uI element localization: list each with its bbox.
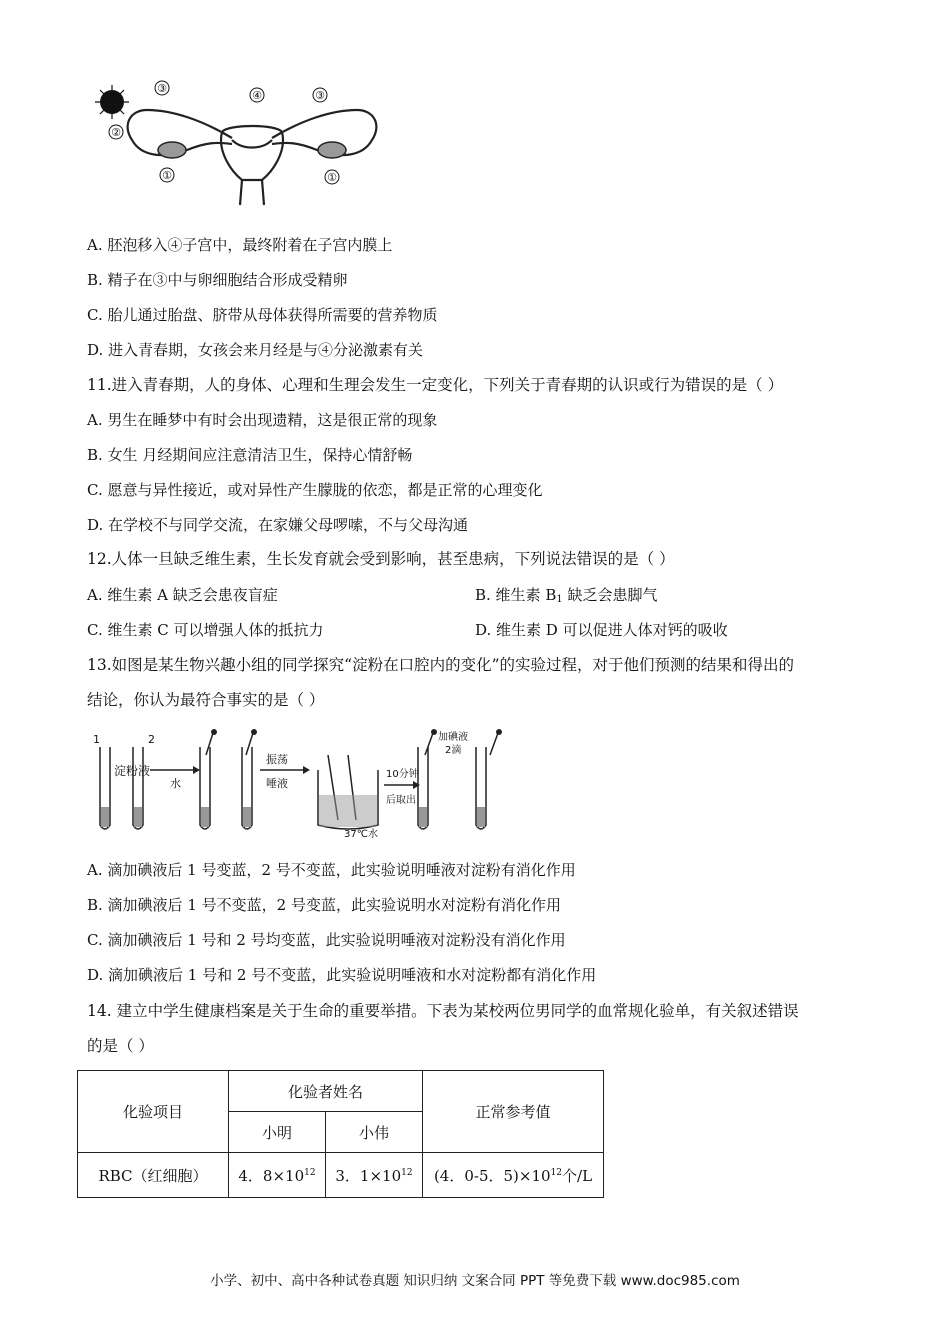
rbc-reference: (4．0-5．$5)\times 10^{12}$个/L	[423, 1153, 604, 1198]
iodine-drops-label: 2滴	[445, 745, 462, 756]
q10-option-d: D. 进入青春期，女孩会来月经是与④分泌激素有关	[87, 341, 424, 359]
temp-label: 37℃水	[344, 829, 378, 840]
label-uterus: ④	[252, 89, 262, 102]
q13-option-c: C. 滴加碘液后 1 号和 2 号均变蓝，此实验说明唾液对淀粉没有消化作用	[87, 931, 566, 949]
q13-stem-line2: 结论，你认为最符合事实的是（ ）	[87, 691, 325, 709]
label-ovary-left: ①	[162, 169, 172, 182]
header-item: 化验项目	[78, 1071, 229, 1153]
q13-option-a: A. 滴加碘液后 1 号变蓝，2 号不变蓝，此实验说明唾液对淀粉有消化作用	[87, 861, 576, 879]
q12-option-a: A. 维生素 A 缺乏会患夜盲症	[87, 586, 278, 604]
q11-option-c: C. 愿意与异性接近，或对异性产生朦胧的依恋，都是正常的心理变化	[87, 481, 543, 499]
saliva-label: 唾液	[266, 777, 288, 790]
egg-cell-icon	[95, 85, 129, 119]
header-name: 化验者姓名	[229, 1071, 423, 1112]
starch-experiment-figure	[88, 725, 518, 840]
label-oviduct-right: ③	[315, 89, 325, 102]
q13-option-d: D. 滴加碘液后 1 号和 2 号不变蓝，此实验说明唾液和水对淀粉都有消化作用	[87, 966, 597, 984]
page-footer: 小学、初中、高中各种试卷真题 知识归纳 文案合同 PPT 等免费下载 www.doc985.com	[210, 1273, 740, 1289]
q12-option-d: D. 维生素 D 可以促进人体对钙的吸收	[475, 621, 728, 639]
q11-option-a: A. 男生在睡梦中有时会出现遗精，这是很正常的现象	[87, 411, 438, 429]
shake-label: 振荡	[266, 753, 288, 766]
q12-option-c: C. 维生素 C 可以增强人体的抵抗力	[87, 621, 324, 639]
q12-option-b: B. 维生素 $B_1$ 缺乏会患脚气	[475, 586, 658, 605]
q11-stem: 11.进入青春期，人的身体、心理和生理会发生一定变化，下列关于青春期的认识或行为错误的是（ ）	[87, 376, 784, 394]
name-xiaowei: 小伟	[326, 1112, 423, 1153]
q10-option-b: B. 精子在③中与卵细胞结合形成受精卵	[87, 271, 348, 289]
row-rbc-label: RBC（红细胞）	[78, 1153, 229, 1198]
iodine-label: 加碘液	[438, 732, 468, 743]
take-out-label: 后取出	[386, 795, 416, 806]
ten-minutes-label: 10分钟	[386, 769, 419, 780]
rbc-xiaoming: 4．$8\times 10^{12}$	[229, 1153, 326, 1198]
label-ovary-right: ①	[327, 171, 337, 184]
header-reference: 正常参考值	[423, 1071, 604, 1153]
label-egg: ②	[111, 126, 121, 139]
blood-test-table	[77, 1070, 604, 1198]
q10-option-c: C. 胎儿通过胎盘、脐带从母体获得所需要的营养物质	[87, 306, 438, 324]
name-xiaoming: 小明	[229, 1112, 326, 1153]
svg-text:2: 2	[148, 733, 155, 746]
q11-option-d: D. 在学校不与同学交流，在家嫌父母啰嗦，不与父母沟通	[87, 516, 469, 534]
q12-stem: 12.人体一旦缺乏维生素，生长发育就会受到影响，甚至患病，下列说法错误的是（ ）	[87, 550, 675, 568]
rbc-xiaowei: 3．$1\times 10^{12}$	[326, 1153, 423, 1198]
water-label: 水	[170, 777, 181, 790]
q10-option-a: A. 胚泡移入④子宫中，最终附着在子宫内膜上	[87, 236, 393, 254]
q14-stem-line1: 14. 建立中学生健康档案是关于生命的重要举措。下表为某校两位男同学的血常规化验单，有关叙述错误	[87, 1002, 799, 1020]
female-reproductive-system-figure	[92, 80, 387, 210]
svg-text:1: 1	[93, 733, 100, 746]
q13-stem-line1: 13.如图是某生物兴趣小组的同学探究“淀粉在口腔内的变化”的实验过程，对于他们预测的结果和得出的	[87, 656, 795, 674]
starch-label: 淀粉液	[114, 764, 151, 778]
q11-option-b: B. 女生 月经期间应注意清洁卫生，保持心情舒畅	[87, 446, 413, 464]
q13-option-b: B. 滴加碘液后 1 号不变蓝，2 号变蓝，此实验说明水对淀粉有消化作用	[87, 896, 561, 914]
q14-stem-line2: 的是（ ）	[87, 1037, 154, 1055]
label-oviduct-left: ③	[157, 82, 167, 95]
